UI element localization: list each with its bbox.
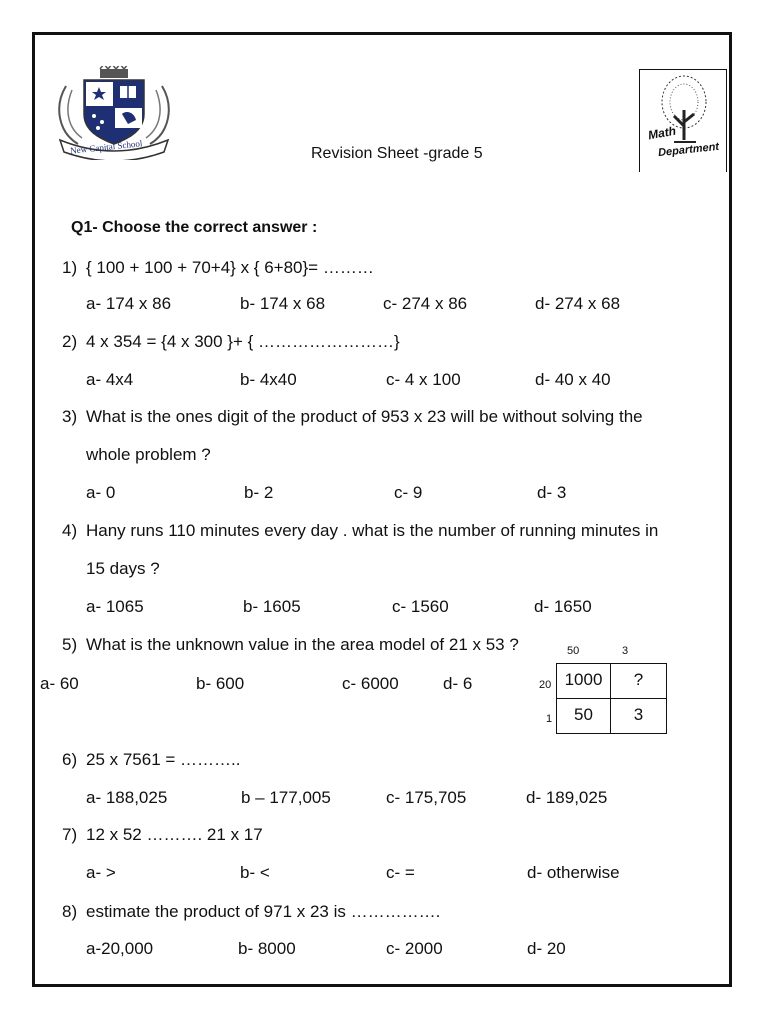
question-number: 5) [62,635,78,654]
area-model-col-label: 3 [622,645,629,657]
area-model-row-label: 20 [539,679,552,691]
option-c: c- = [386,863,415,882]
question-text: What is the ones digit of the product of 953 x 23 will be without solving the [86,407,643,426]
area-cell-unknown: ? [633,670,644,689]
section-heading: Q1- Choose the correct answer : [71,219,318,236]
area-model-row-label: 1 [546,713,553,725]
option-d: d- 1650 [534,597,592,616]
dept-logo-line2: Department [657,140,720,160]
option-c: c- 1560 [392,597,449,616]
option-d: d- 20 [527,939,566,958]
page-title: Revision Sheet -grade 5 [311,145,483,162]
option-a: a- 188,025 [86,788,168,807]
question-text: Hany runs 110 minutes every day . what is the number of running minutes in [86,521,659,540]
option-b: b – 177,005 [241,788,331,807]
option-d: d- 189,025 [526,788,608,807]
area-cell: 1000 [564,670,603,689]
school-name-ribbon: New Capital School [69,138,143,156]
question-number: 7) [62,825,78,844]
area-cell: 50 [574,705,593,724]
option-d: d- otherwise [527,863,620,882]
option-d: d- 274 x 68 [535,294,621,313]
option-a: a- > [86,863,116,882]
option-d: d- 40 x 40 [535,370,611,389]
option-c: c- 6000 [342,674,399,693]
option-d: d- 6 [443,674,473,693]
question-text: 4 x 354 = {4 x 300 }+ { ……………………} [86,332,400,351]
question-number: 4) [62,521,78,540]
option-c: c- 2000 [386,939,443,958]
option-a: a-20,000 [86,939,154,958]
option-a: a- 0 [86,483,116,502]
dept-logo-line1: Math [646,123,678,143]
area-cell: 3 [633,705,644,724]
area-model-grid [556,663,667,734]
question-number: 3) [62,407,78,426]
option-b: b- < [240,863,270,882]
question-number: 1) [62,258,78,277]
question-text: 12 x 52 ………. 21 x 17 [86,825,263,844]
question-number: 6) [62,750,78,769]
question-text-continued: whole problem ? [86,445,211,464]
question-text-continued: 15 days ? [86,559,160,578]
option-b: b- 8000 [238,939,296,958]
option-a: a- 60 [40,674,79,693]
option-b: b- 1605 [243,597,301,616]
option-c: c- 4 x 100 [386,370,461,389]
question-number: 2) [62,332,78,351]
option-a: a- 1065 [86,597,144,616]
option-c: c- 274 x 86 [383,294,468,313]
option-b: b- 600 [196,674,245,693]
area-model-col-label: 50 [567,645,580,657]
option-a: a- 174 x 86 [86,294,172,313]
option-c: c- 175,705 [386,788,467,807]
option-c: c- 9 [394,483,423,502]
question-text: estimate the product of 971 x 23 is ……………. [86,902,441,921]
option-b: b- 174 x 68 [240,294,326,313]
question-text: What is the unknown value in the area model of 21 x 53 ? [86,635,519,654]
math-department-logo [639,69,727,172]
option-a: a- 4x4 [86,370,134,389]
question-number: 8) [62,902,78,921]
option-b: b- 4x40 [240,370,297,389]
question-text: 25 x 7561 = ……….. [86,750,241,769]
option-d: d- 3 [537,483,567,502]
question-text: { 100 + 100 + 70+4} x { 6+80}= ……… [86,258,374,277]
option-b: b- 2 [244,483,274,502]
